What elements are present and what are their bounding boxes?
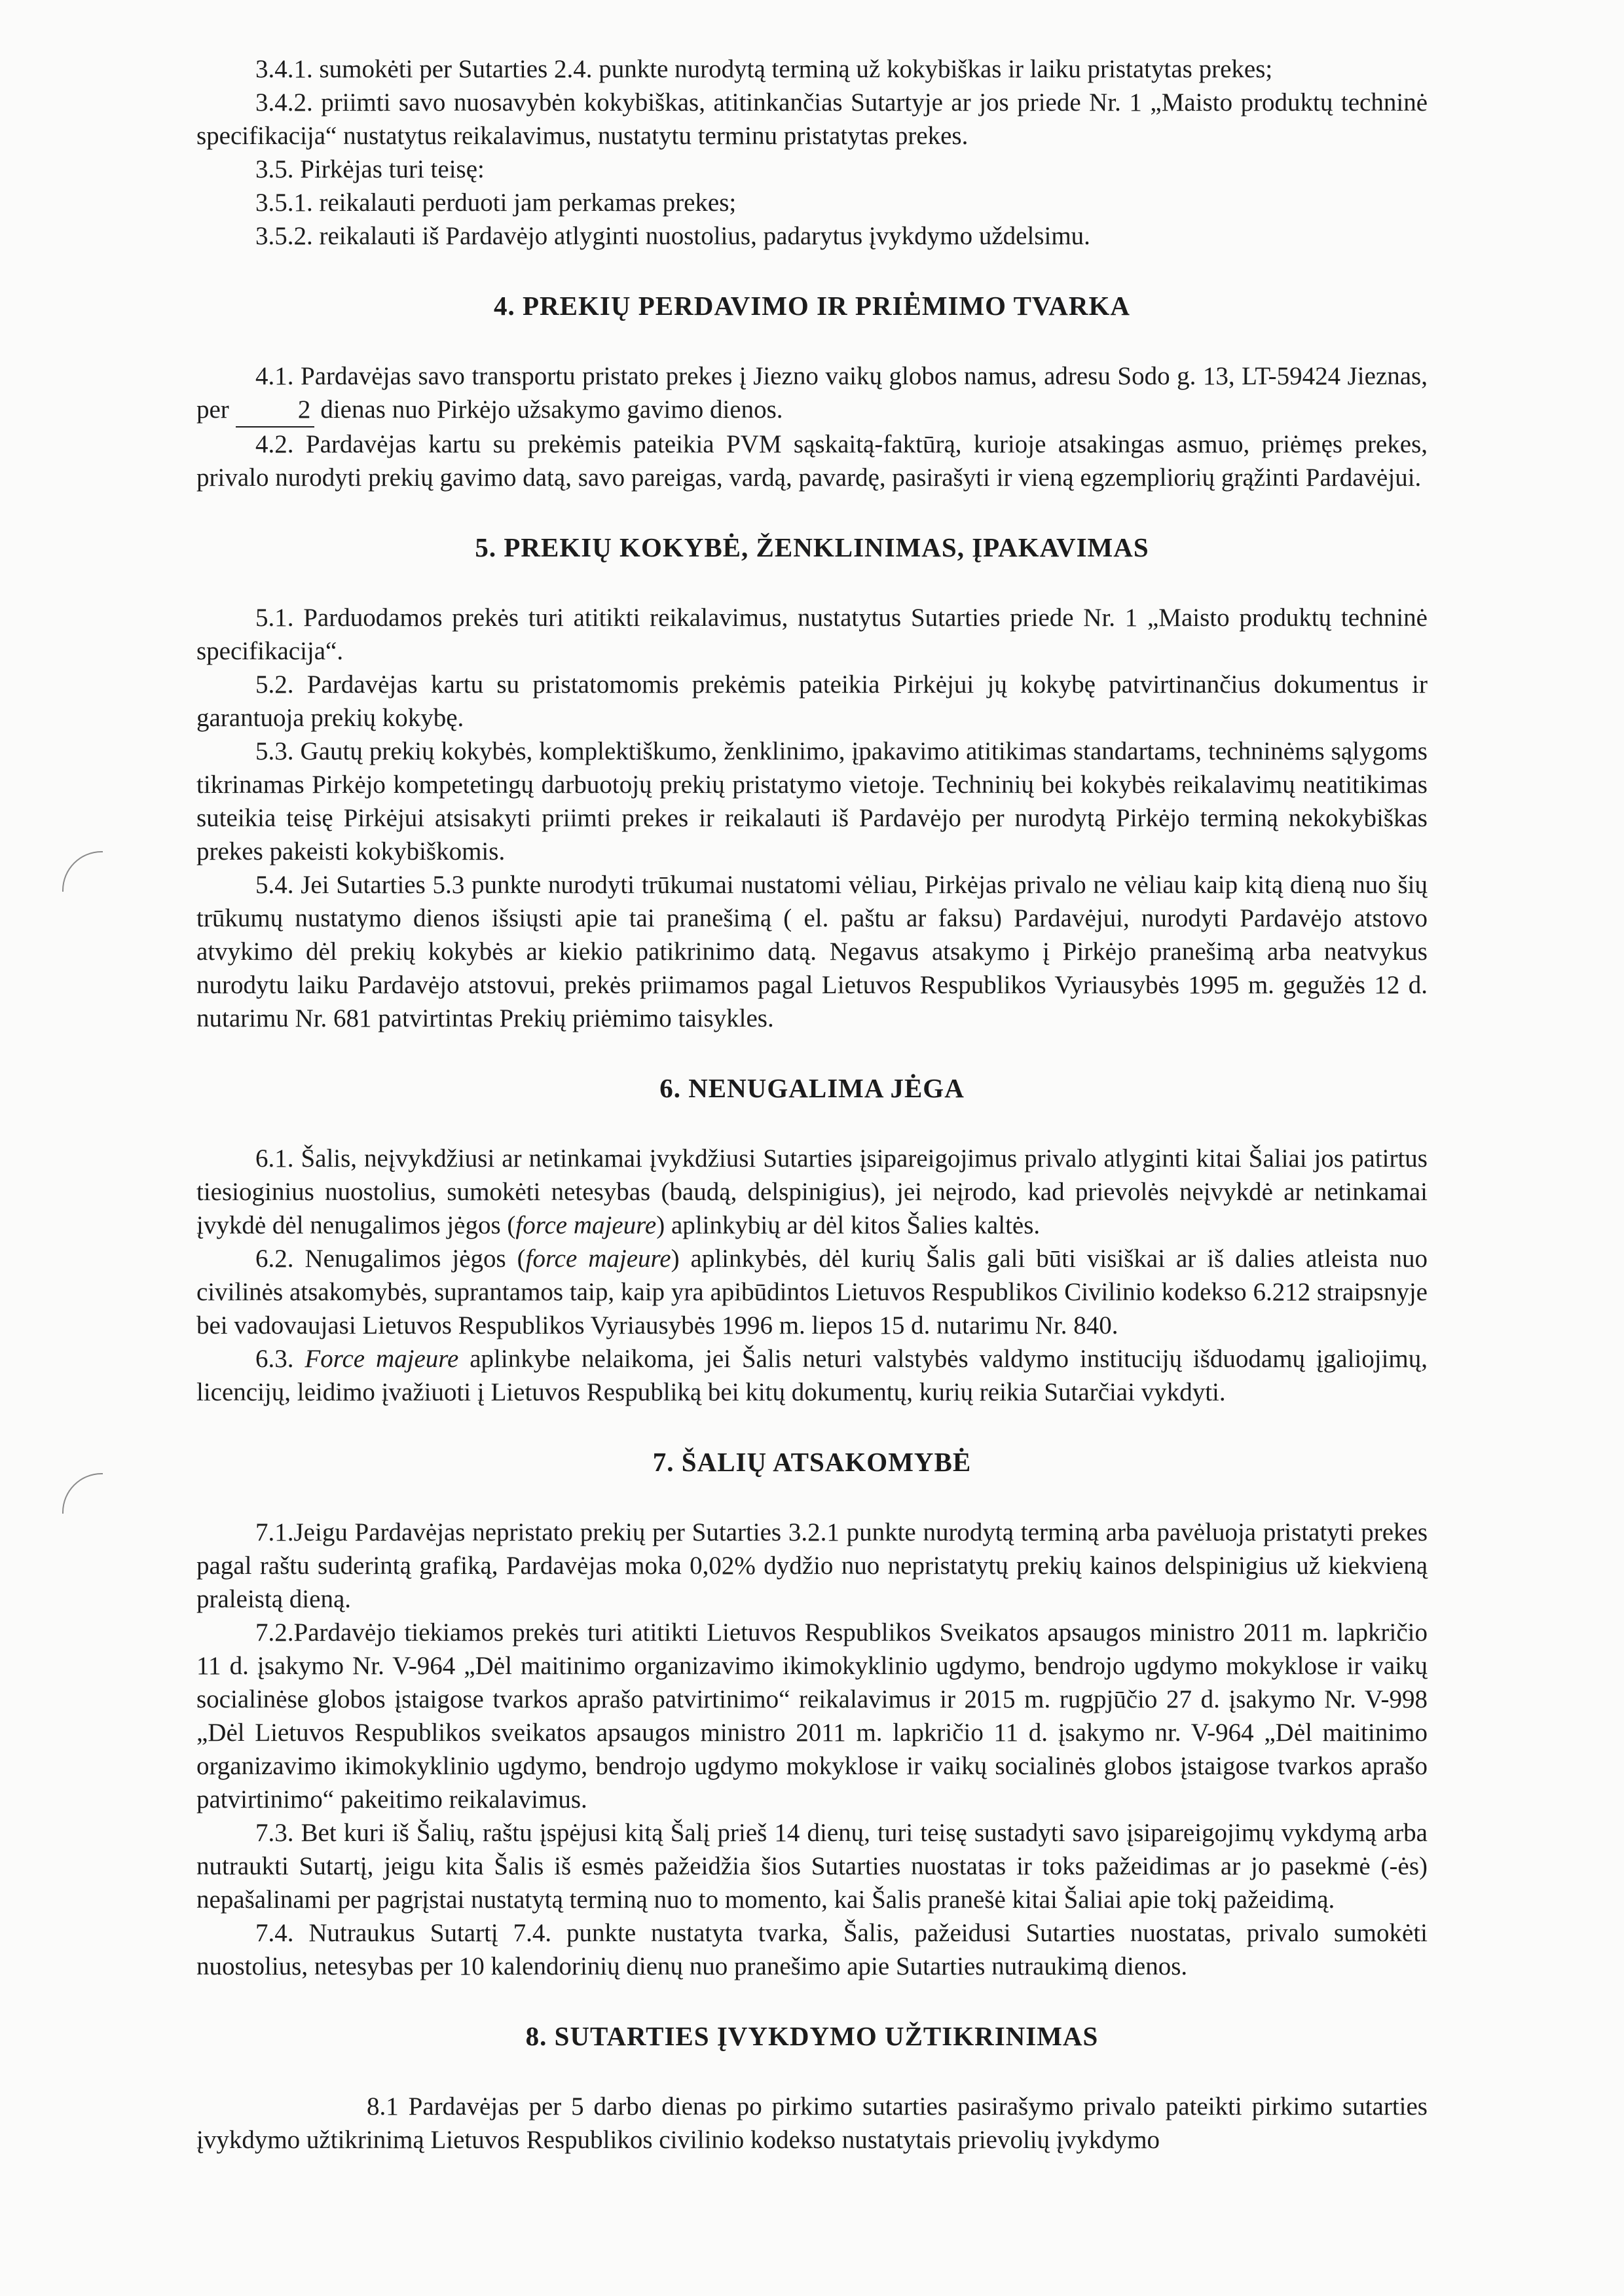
- clause-3-5-1: 3.5.1. reikalauti perduoti jam perkamas prekes;: [255, 189, 737, 217]
- section-8-heading: 8. SUTARTIES ĮVYKDYMO UŽTIKRINIMAS: [525, 2021, 1099, 2051]
- clause-5-2: 5.2. Pardavėjas kartu su pristatomomis prekėmis pateikia Pirkėjui jų kokybę patvirtinančius dokumentus ir garantuoja prekių kokybę.: [196, 670, 1428, 732]
- clause-6-2-italic: force majeure: [525, 1245, 671, 1273]
- clause-5-3: 5.3. Gautų prekių kokybės, komplektiškumo, ženklinimo, įpakavimo atitikimas standartams, techninėms sąlygoms tikrinamas Pirkėjo kompetetingų darbuotojų prekių pristatymo vietoje. Techninių bei kokybės reikalavimų neatitikimas suteikia teisę Pirkėjui atsisakyti priimti prekes ir reikalauti iš Pardavėjo per nurodytą Pirkėjo terminą nekokybiškas prekes pakeisti kokybiškomis.: [196, 737, 1428, 866]
- clause-8-1: 8.1 Pardavėjas per 5 darbo dienas po pirkimo sutarties pasirašymo privalo pateikti pirkimo sutarties įvykdymo užtikrinimą Lietuvos Respublikos civilinio kodekso nustatytais prievolių įvykdymo: [196, 2092, 1428, 2154]
- clause-3-5: 3.5. Pirkėjas turi teisę:: [255, 155, 485, 183]
- clause-5-1: 5.1. Parduodamos prekės turi atitikti reikalavimus, nustatytus Sutarties priede Nr. 1 „Maisto produktų techninė specifikacija“.: [196, 604, 1428, 665]
- clause-7-4: 7.4. Nutraukus Sutartį 7.4. punkte nustatyta tvarka, Šalis, pažeidusi Sutarties nuostatas, privalo sumokėti nuostolius, netesybas per 10 kalendorinių dienų nuo pranešimo apie Sutarties nutraukimą dienos.: [196, 1919, 1428, 1980]
- clause-6-2-text-b: ) aplinkybės, dėl kurių Šalis gali būti visiškai ar iš dalies atleista nuo civilinės atsakomybės, suprantamos taip, kaip yra apibūdintos Lietuvos Respublikos Civilinio kodekso 6.212 straipsnyje bei vadovaujasi Lietuvos Respublikos Vyriausybės 1996 m. liepos 15 d. nutarimu Nr. 840.: [196, 1245, 1428, 1339]
- clause-6-3-italic: Force majeure: [304, 1345, 459, 1373]
- clause-4-1-text-b: dienas nuo Pirkėjo užsakymo gavimo dienos.: [314, 395, 783, 424]
- hole-punch-mark: [62, 851, 103, 892]
- section-6-heading: 6. NENUGALIMA JĖGA: [659, 1073, 965, 1103]
- clause-6-3: [196, 1342, 1428, 1409]
- section-4-heading: 4. PREKIŲ PERDAVIMO IR PRIĖMIMO TVARKA: [494, 291, 1130, 321]
- document-body: [196, 52, 1428, 2157]
- clause-7-2: 7.2.Pardavėjo tiekiamos prekės turi atitikti Lietuvos Respublikos Sveikatos apsaugos ministro 2011 m. lapkričio 11 d. įsakymo Nr. V-964 „Dėl maitinimo organizavimo ikimokyklinio ugdymo, bendrojo ugdymo mokyklose ir vaikų socialinėse globos įstaigose tvarkos aprašo patvirtinimo“ reikalavimus ir 2015 m. rugpjūčio 27 d. įsakymo Nr. V-998 „Dėl Lietuvos Respublikos sveikatos apsaugos ministro 2011 m. lapkričio 11 d. įsakymo nr. V-964 „Dėl maitinimo organizavimo ikimokyklinio ugdymo, bendrojo ugdymo mokyklose ir vaikų socialinės globos įstaigose tvarkos aprašo patvirtinimo“ pakeitimo reikalavimus.: [196, 1618, 1428, 1813]
- clause-5-4: 5.4. Jei Sutarties 5.3 punkte nurodyti trūkumai nustatomi vėliau, Pirkėjas privalo ne vėliau kaip kitą dieną nuo šių trūkumų nustatymo dienos išsiųsti apie tai pranešimą ( el. paštu ar faksu) Pardavėjui, nurodyti Pardavėjo atstovo atvykimo dėl prekių kokybės ar kiekio patikrinimo datą. Negavus atsakymo į Pirkėjo pranešimą arba neatvykus nurodytu laiku Pardavėjo atstovui, prekės priimamos pagal Lietuvos Respublikos Vyriausybės 1995 m. gegužės 12 d. nutarimu Nr. 681 patvirtintas Prekių priėmimo taisykles.: [196, 871, 1428, 1032]
- clause-6-1-text-a: 6.1. Šalis, neįvykdžiusi ar netinkamai įvykdžiusi Sutarties įsipareigojimus privalo atlyginti kitai Šaliai jos patirtus tiesioginius nuostolius, sumokėti netesybas (baudą, delspinigius), jei neįrodo, kad prievolės neįvykdė ar netinkamai įvykdė dėl nenugalimos jėgos (: [196, 1144, 1428, 1239]
- clause-4-1-text-a: 4.1. Pardavėjas savo transportu pristato prekes į Jiezno vaikų globos namus, adresu Sodo g. 13, LT-59424 Jieznas, per: [196, 362, 1428, 424]
- clause-6-1: [196, 1142, 1428, 1242]
- clause-4-2: 4.2. Pardavėjas kartu su prekėmis pateikia PVM sąskaitą-faktūrą, kurioje atsakingas asmuo, priėmęs prekes, privalo nurodyti prekių gavimo datą, savo pareigas, vardą, pavardę, pasirašyti ir vieną egzempliorių grąžinti Pardavėjui.: [196, 430, 1428, 492]
- clause-6-3-text-a: 6.3.: [255, 1345, 305, 1373]
- clause-7-3: 7.3. Bet kuri iš Šalių, raštu įspėjusi kitą Šalį prieš 14 dienų, turi teisę sustadyti savo įsipareigojimų vykdymą arba nutraukti Sutartį, jeigu kita Šalis iš esmės pažeidžia šios Sutarties nuostatas ir toks pažeidimas ar jo pasekmė (-ės) nepašalinami per pagrįstai nustatytą terminą nuo to momento, kai Šalis pranešė kitai Šaliai apie tokį pažeidimą.: [196, 1819, 1428, 1914]
- section-7-heading: 7. ŠALIŲ ATSAKOMYBĖ: [652, 1447, 972, 1477]
- delivery-days-value: 2: [236, 393, 314, 428]
- clause-6-1-text-b: ) aplinkybių ar dėl kitos Šalies kaltės.: [656, 1211, 1041, 1239]
- section-5-heading: 5. PREKIŲ KOKYBĖ, ŽENKLINIMAS, ĮPAKAVIMAS: [475, 532, 1149, 562]
- clause-6-2: [196, 1242, 1428, 1342]
- clause-6-1-italic: force majeure: [515, 1211, 657, 1239]
- hole-punch-mark: [62, 1473, 103, 1514]
- clause-6-2-text-a: 6.2. Nenugalimos jėgos (: [255, 1245, 526, 1273]
- clause-7-1: 7.1.Jeigu Pardavėjas nepristato prekių per Sutarties 3.2.1 punkte nurodytą terminą arba pavėluoja pristatyti prekes pagal raštu suderintą grafiką, Pardavėjas moka 0,02% dydžio nuo nepristatytų prekių kainos delspinigius už kiekvieną praleistą dieną.: [196, 1518, 1428, 1613]
- clause-3-5-2: 3.5.2. reikalauti iš Pardavėjo atlyginti nuostolius, padarytus įvykdymo uždelsimu.: [255, 222, 1090, 250]
- clause-6-3-text-b: aplinkybe nelaikoma, jei Šalis neturi valstybės valdymo institucijų išduodamų įgaliojimų, licencijų, leidimo įvažiuoti į Lietuvos Respubliką bei kitų dokumentų, kurių reikia Sutarčiai vykdyti.: [196, 1345, 1428, 1406]
- clause-3-4-1: 3.4.1. sumokėti per Sutarties 2.4. punkte nurodytą terminą už kokybiškas ir laiku pristatytas prekes;: [255, 55, 1273, 83]
- clause-3-4-2: 3.4.2. priimti savo nuosavybėn kokybiškas, atitinkančias Sutartyje ar jos priede Nr. 1 „Maisto produktų techninė specifikacija“ nustatytus reikalavimus, nustatytu terminu pristatytas prekes.: [196, 88, 1428, 150]
- clause-4-1: [196, 359, 1428, 428]
